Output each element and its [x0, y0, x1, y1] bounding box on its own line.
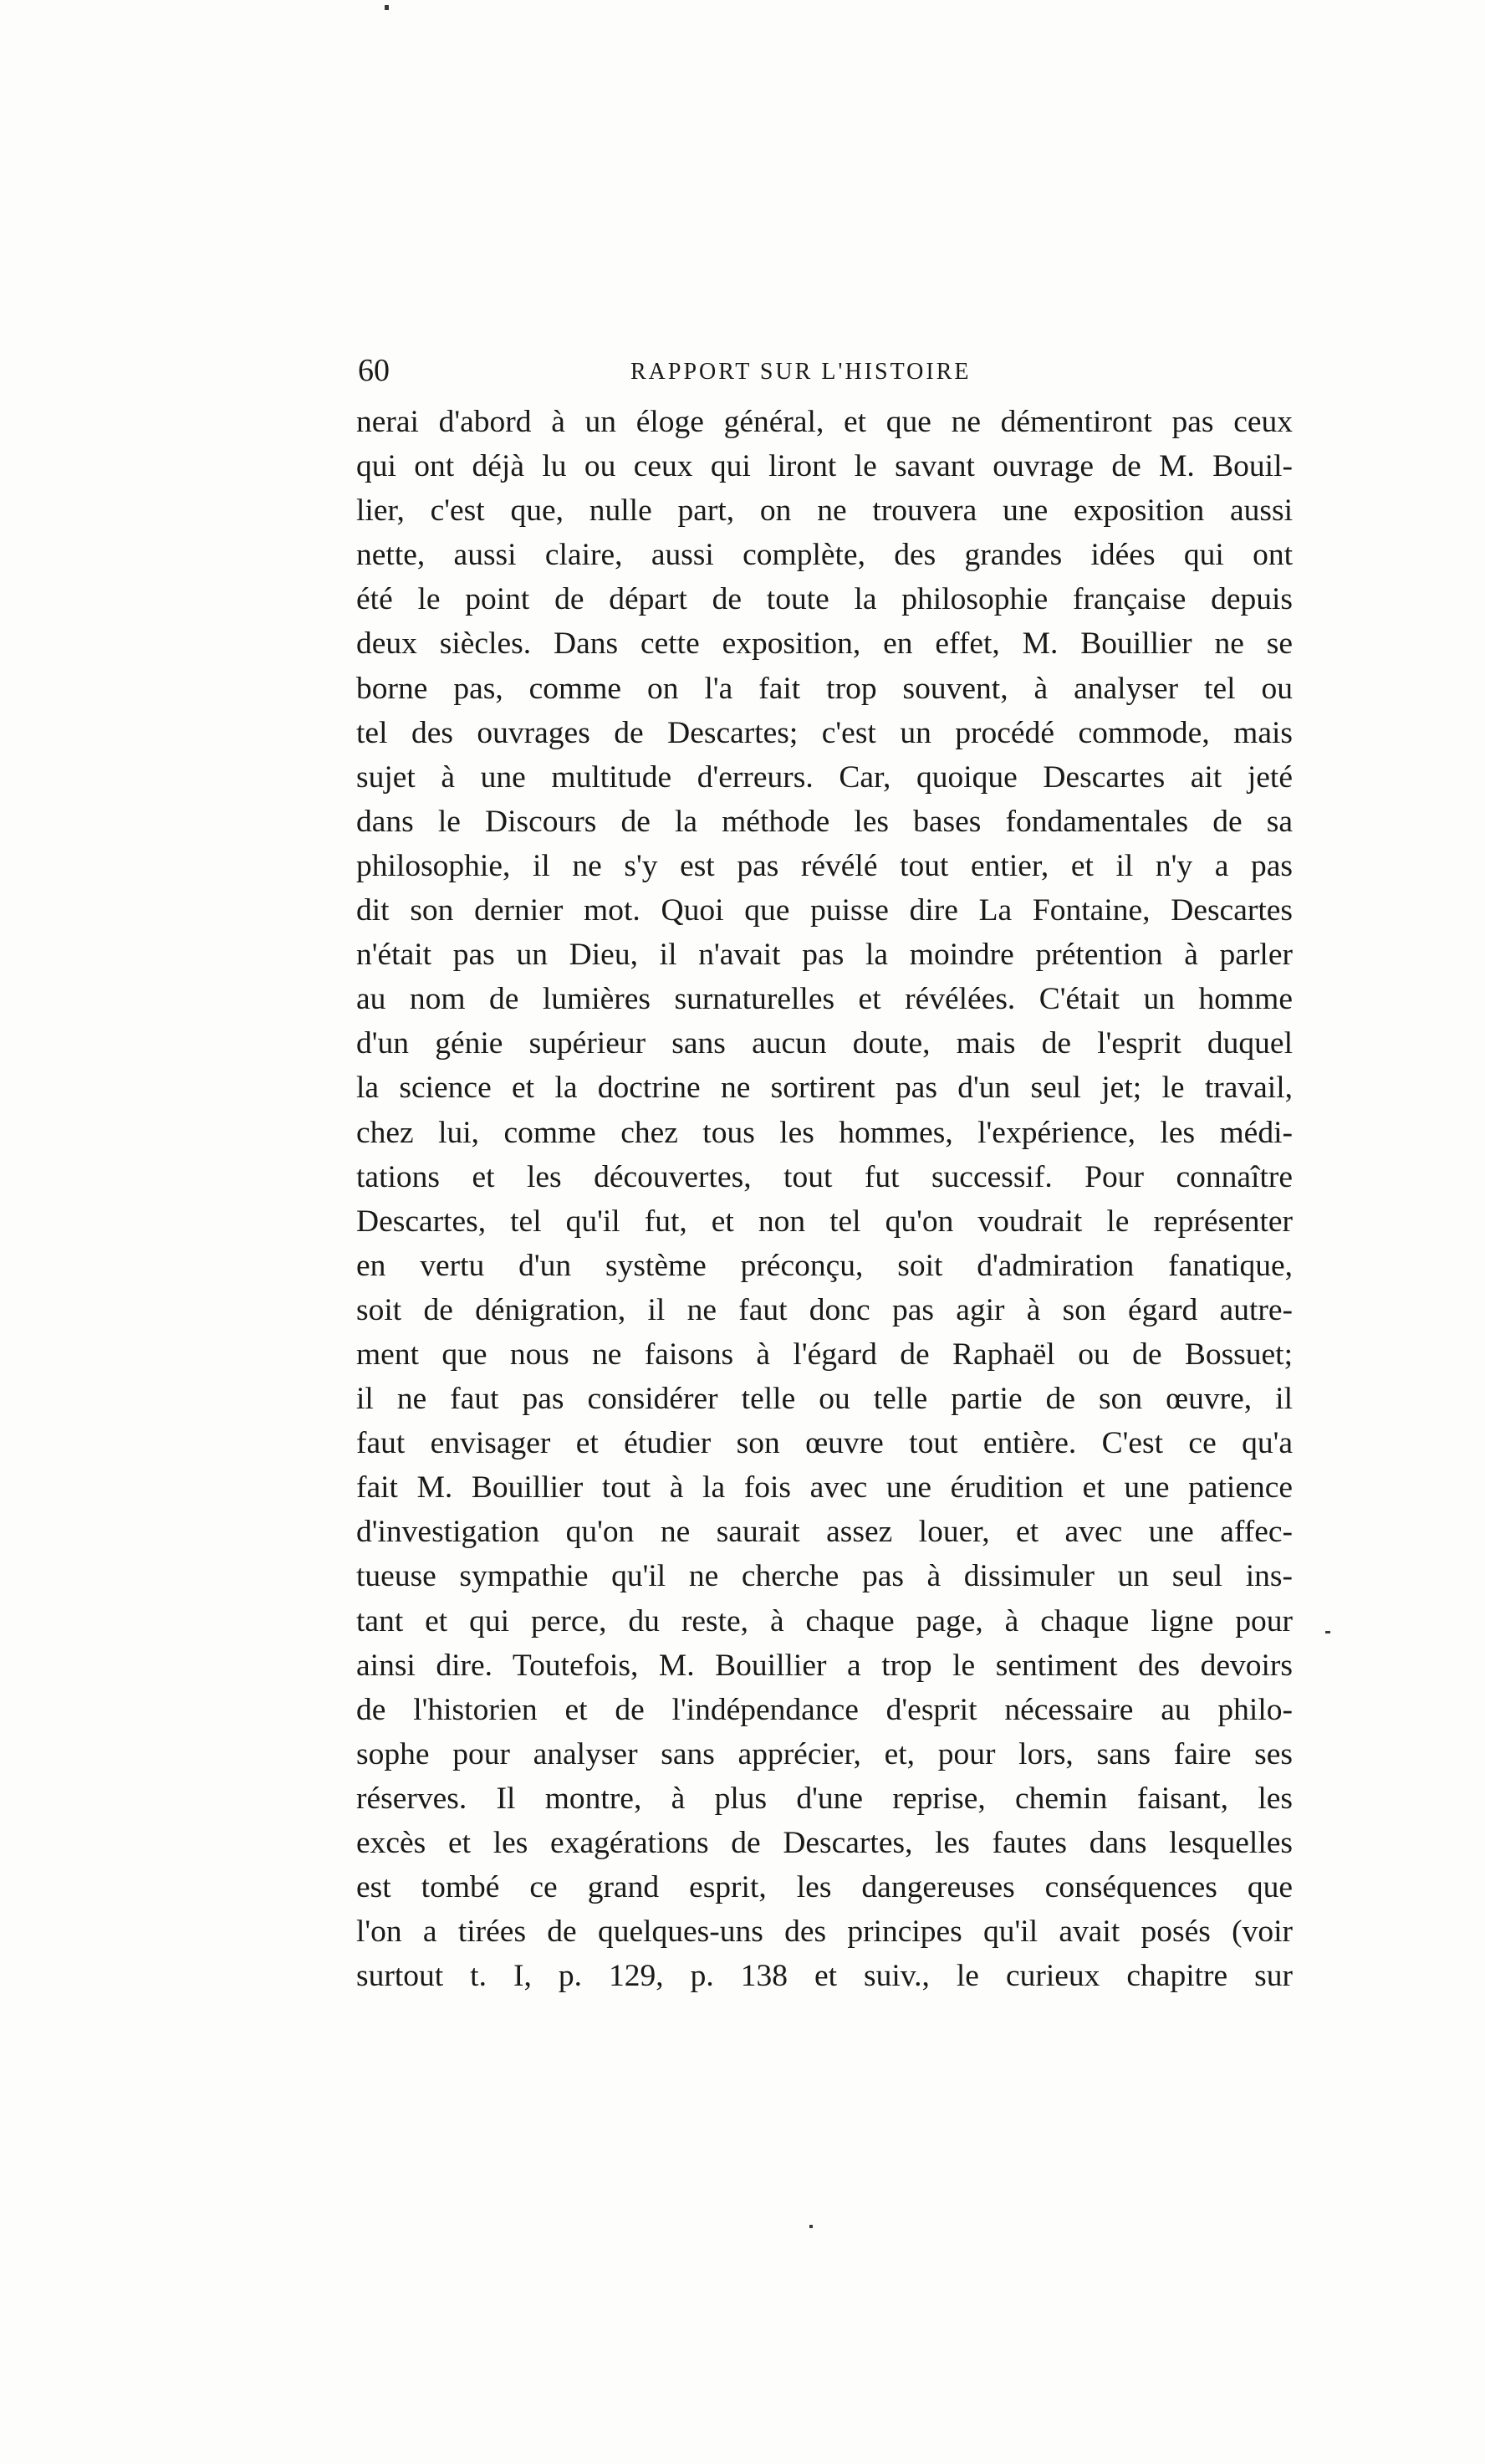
text-line: de l'historien et de l'indépendance d'esprit nécessaire au philo-	[356, 1692, 1293, 1727]
text-line: ainsi dire. Toutefois, M. Bouillier a trop le sentiment des devoirs	[356, 1648, 1293, 1683]
running-title: RAPPORT SUR L'HISTOIRE	[630, 359, 972, 385]
text-line: borne pas, comme on l'a fait trop souvent, à analyser tel ou	[356, 671, 1293, 706]
text-line: Descartes, tel qu'il fut, et non tel qu'on voudrait le représenter	[356, 1204, 1293, 1239]
text-line: tel des ouvrages de Descartes; c'est un procédé commode, mais	[356, 715, 1293, 750]
text-line: faut envisager et étudier son œuvre tout entière. C'est ce qu'a	[356, 1426, 1293, 1461]
page-number: 60	[358, 353, 390, 388]
text-line: réserves. Il montre, à plus d'une reprise, chemin faisant, les	[356, 1781, 1293, 1816]
text-line: la science et la doctrine ne sortirent pas d'un seul jet; le travail,	[356, 1071, 1293, 1106]
text-line: n'était pas un Dieu, il n'avait pas la moindre prétention à parler	[356, 938, 1293, 973]
running-head	[355, 350, 1291, 391]
text-line: en vertu d'un système préconçu, soit d'admiration fanatique,	[356, 1248, 1293, 1283]
text-line: l'on a tirées de quelques-uns des principes qu'il avait posés (voir	[356, 1914, 1293, 1950]
text-line: tant et qui perce, du reste, à chaque page, à chaque ligne pour	[356, 1603, 1293, 1638]
text-line: d'investigation qu'on ne saurait assez louer, et avec une affec-	[356, 1515, 1293, 1550]
text-line: chez lui, comme chez tous les hommes, l'expérience, les médi-	[356, 1115, 1293, 1150]
text-line: d'un génie supérieur sans aucun doute, mais de l'esprit duquel	[356, 1026, 1293, 1061]
text-line: est tombé ce grand esprit, les dangereuses conséquences que	[356, 1870, 1293, 1905]
body-text	[356, 400, 1293, 1998]
text-line: soit de dénigration, il ne faut donc pas agir à son égard autre-	[356, 1292, 1293, 1327]
ink-speck	[385, 5, 389, 10]
text-line: été le point de départ de toute la philosophie française depuis	[356, 582, 1293, 617]
text-line: nerai d'abord à un éloge général, et que ne démentiront pas ceux	[356, 405, 1293, 439]
text-line: tations et les découvertes, tout fut successif. Pour connaître	[356, 1159, 1293, 1194]
text-line: lier, c'est que, nulle part, on ne trouvera une exposition aussi	[356, 493, 1293, 529]
ink-speck	[809, 2225, 813, 2228]
text-line: dit son dernier mot. Quoi que puisse dire La Fontaine, Descartes	[356, 893, 1293, 928]
text-line: nette, aussi claire, aussi complète, des grandes idées qui ont	[356, 538, 1293, 573]
ink-speck	[1325, 1631, 1330, 1633]
text-line: surtout t. I, p. 129, p. 138 et suiv., le curieux chapitre sur	[356, 1959, 1293, 1994]
text-line: tueuse sympathie qu'il ne cherche pas à dissimuler un seul ins-	[356, 1559, 1293, 1594]
text-line: philosophie, il ne s'y est pas révélé tout entier, et il n'y a pas	[356, 848, 1293, 883]
text-line: il ne faut pas considérer telle ou telle partie de son œuvre, il	[356, 1382, 1293, 1417]
text-line: sophe pour analyser sans apprécier, et, pour lors, sans faire ses	[356, 1736, 1293, 1771]
text-line: qui ont déjà lu ou ceux qui liront le savant ouvrage de M. Bouil-	[356, 449, 1293, 484]
text-line: au nom de lumières surnaturelles et révélées. C'était un homme	[356, 982, 1293, 1017]
text-line: fait M. Bouillier tout à la fois avec une érudition et une patience	[356, 1470, 1293, 1505]
text-line: deux siècles. Dans cette exposition, en effet, M. Bouillier ne se	[356, 626, 1293, 662]
text-line: ment que nous ne faisons à l'égard de Raphaël ou de Bossuet;	[356, 1337, 1293, 1372]
text-line: excès et les exagérations de Descartes, les fautes dans lesquelles	[356, 1826, 1293, 1860]
text-line: dans le Discours de la méthode les bases fondamentales de sa	[356, 804, 1293, 839]
text-line: sujet à une multitude d'erreurs. Car, quoique Descartes ait jeté	[356, 759, 1293, 795]
